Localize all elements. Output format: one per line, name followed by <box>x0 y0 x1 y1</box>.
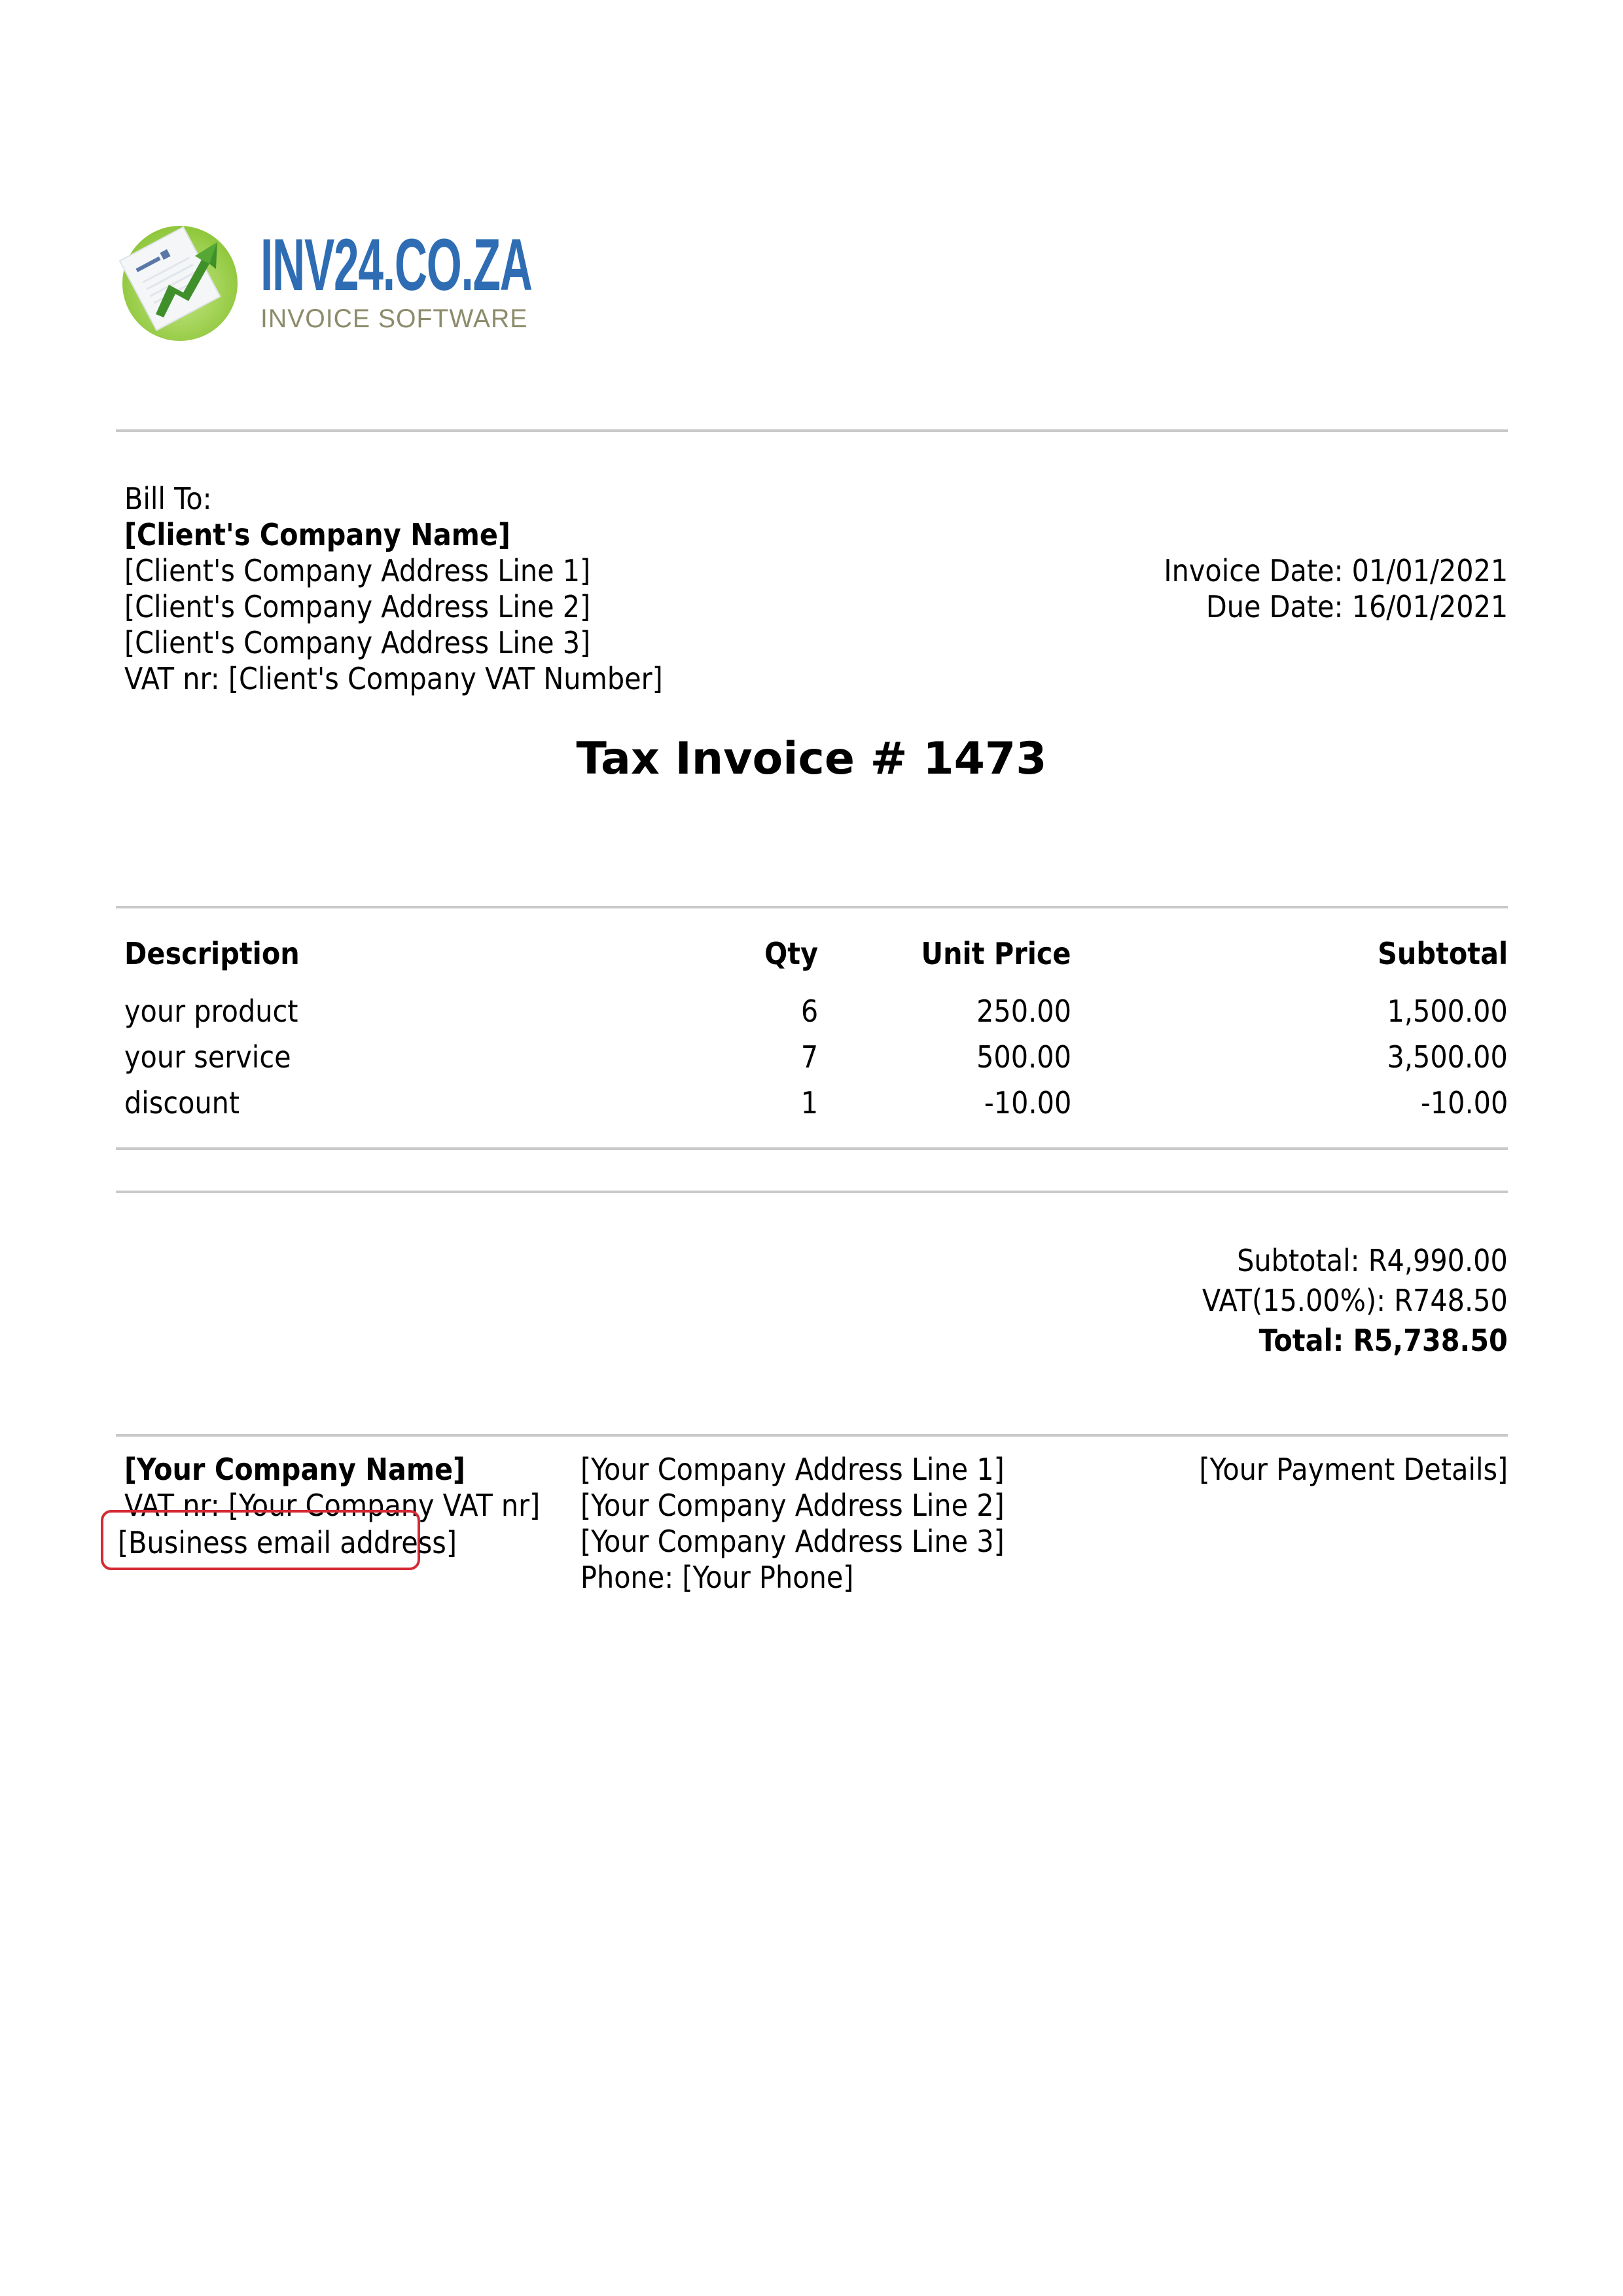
your-payment-details: [Your Payment Details] <box>1199 1452 1508 1487</box>
header-description: Description <box>124 936 300 971</box>
footer-divider <box>116 1434 1508 1437</box>
client-address-line-3: [Client's Company Address Line 3] <box>124 625 591 660</box>
your-company-name: [Your Company Name] <box>124 1452 465 1487</box>
bill-to-label: Bill To: <box>124 481 212 516</box>
header-subtotal: Subtotal <box>1377 936 1508 971</box>
footer-payment <box>1165 1452 1508 1488</box>
row-unit-price: 250.00 <box>976 994 1071 1029</box>
your-phone: Phone: [Your Phone] <box>580 1560 854 1595</box>
header-divider <box>116 429 1508 432</box>
row-subtotal: 1,500.00 <box>1387 994 1508 1029</box>
logo-wordmark: INV24.CO.ZA <box>260 224 532 306</box>
client-company-name: [Client's Company Name] <box>124 517 510 552</box>
invoice-date: Invoice Date: 01/01/2021 <box>1164 553 1508 588</box>
your-address-line-2: [Your Company Address Line 2] <box>580 1488 1005 1523</box>
row-subtotal: 3,500.00 <box>1387 1039 1508 1075</box>
row-unit-price: 500.00 <box>976 1039 1071 1075</box>
table-top-divider <box>116 906 1508 908</box>
row-description: your product <box>124 994 298 1029</box>
totals-divider <box>116 1191 1508 1193</box>
row-subtotal: -10.00 <box>1420 1085 1508 1121</box>
business-email-address: [Business email address] <box>118 1525 457 1560</box>
bill-to-block <box>124 481 722 697</box>
row-description: your service <box>124 1039 291 1075</box>
document-growth-arrow-icon <box>118 213 249 344</box>
your-company-vat: VAT nr: [Your Company VAT nr] <box>124 1488 541 1523</box>
client-address-line-1: [Client's Company Address Line 1] <box>124 553 591 588</box>
footer-address <box>580 1452 1052 1596</box>
totals-vat: VAT(15.00%): R748.50 <box>1202 1283 1508 1318</box>
due-date: Due Date: 16/01/2021 <box>1205 589 1508 624</box>
row-unit-price: -10.00 <box>984 1085 1071 1121</box>
your-address-line-3: [Your Company Address Line 3] <box>580 1524 1005 1559</box>
row-qty: 6 <box>800 994 818 1029</box>
totals-subtotal: Subtotal: R4,990.00 <box>1237 1243 1508 1278</box>
company-logo <box>118 213 537 344</box>
row-description: discount <box>124 1085 240 1121</box>
header-unit-price: Unit Price <box>921 936 1071 971</box>
totals-total: Total: R5,738.50 <box>1258 1323 1508 1358</box>
row-qty: 1 <box>800 1085 818 1121</box>
header-qty: Qty <box>764 936 818 971</box>
client-vat-number: VAT nr: [Client's Company VAT Number] <box>124 661 663 696</box>
totals-block <box>1168 1241 1508 1361</box>
your-address-line-1: [Your Company Address Line 1] <box>580 1452 1005 1487</box>
row-qty: 7 <box>800 1039 818 1075</box>
table-bottom-divider <box>116 1147 1508 1150</box>
invoice-dates <box>1126 553 1508 625</box>
invoice-title: Tax Invoice # 1473 <box>576 733 1047 785</box>
client-address-line-2: [Client's Company Address Line 2] <box>124 589 591 624</box>
logo-tagline: INVOICE SOFTWARE <box>260 304 528 333</box>
